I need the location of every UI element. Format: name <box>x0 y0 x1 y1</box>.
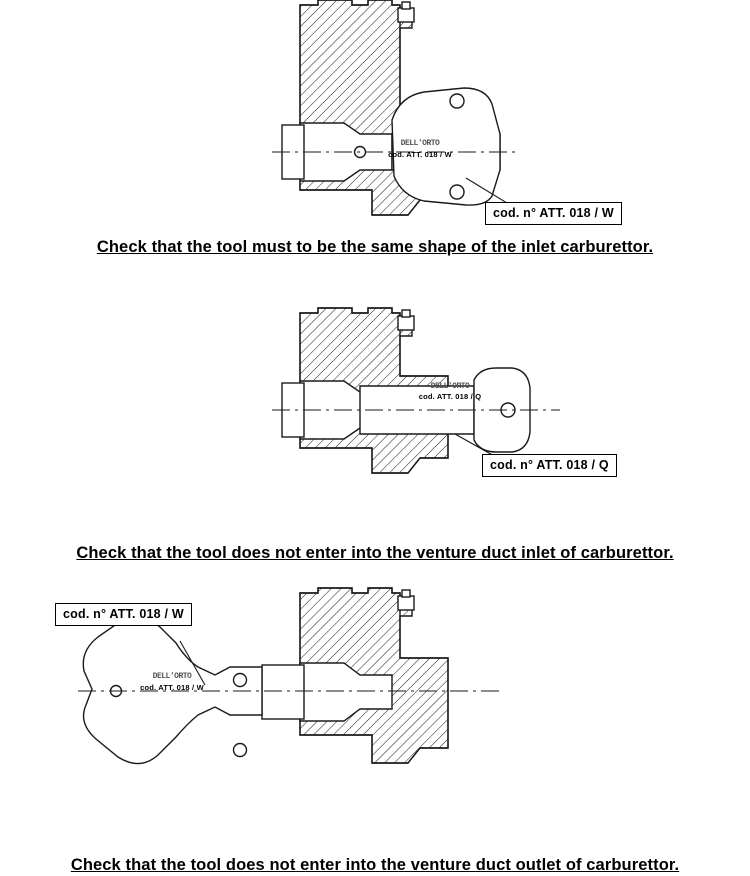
figure-3-callout: cod. n° ATT. 018 / W <box>55 603 192 626</box>
figure-3-stamp-code: cod. ATT. 018 / W <box>140 682 204 692</box>
figure-1-caption: Check that the tool must to be the same shape of the inlet carburettor. <box>96 238 654 256</box>
figure-1-callout: cod. n° ATT. 018 / W <box>485 202 622 225</box>
figure-2-stamp-code: cod. ATT. 018 / Q <box>418 392 482 402</box>
figure-1-stamp-brand: DELL'ORTO <box>400 139 440 148</box>
figure-2-tool-stamp <box>400 381 500 403</box>
figure-3 <box>0 563 750 853</box>
figure-3-caption: Check that the tool does not enter into the venture duct outlet of carburettor. <box>70 856 680 875</box>
figure-2-callout: cod. n° ATT. 018 / Q <box>482 454 617 477</box>
figure-3-drawing <box>0 563 750 818</box>
figure-2-drawing <box>0 258 750 503</box>
figure-3-stamp-brand: DELL'ORTO <box>152 672 192 682</box>
figure-1-stamp-code: cod. ATT. 018 / W <box>388 149 452 159</box>
figure-2 <box>0 258 750 543</box>
figure-1 <box>0 0 750 235</box>
figure-2-stamp-brand: DELL'ORTO <box>430 381 470 391</box>
figure-1-tool-stamp <box>370 138 470 160</box>
figure-3-tool-stamp <box>122 671 222 693</box>
figure-2-caption: Check that the tool does not enter into the venture duct inlet of carburettor. <box>76 543 674 562</box>
figure-1-drawing <box>0 0 750 235</box>
